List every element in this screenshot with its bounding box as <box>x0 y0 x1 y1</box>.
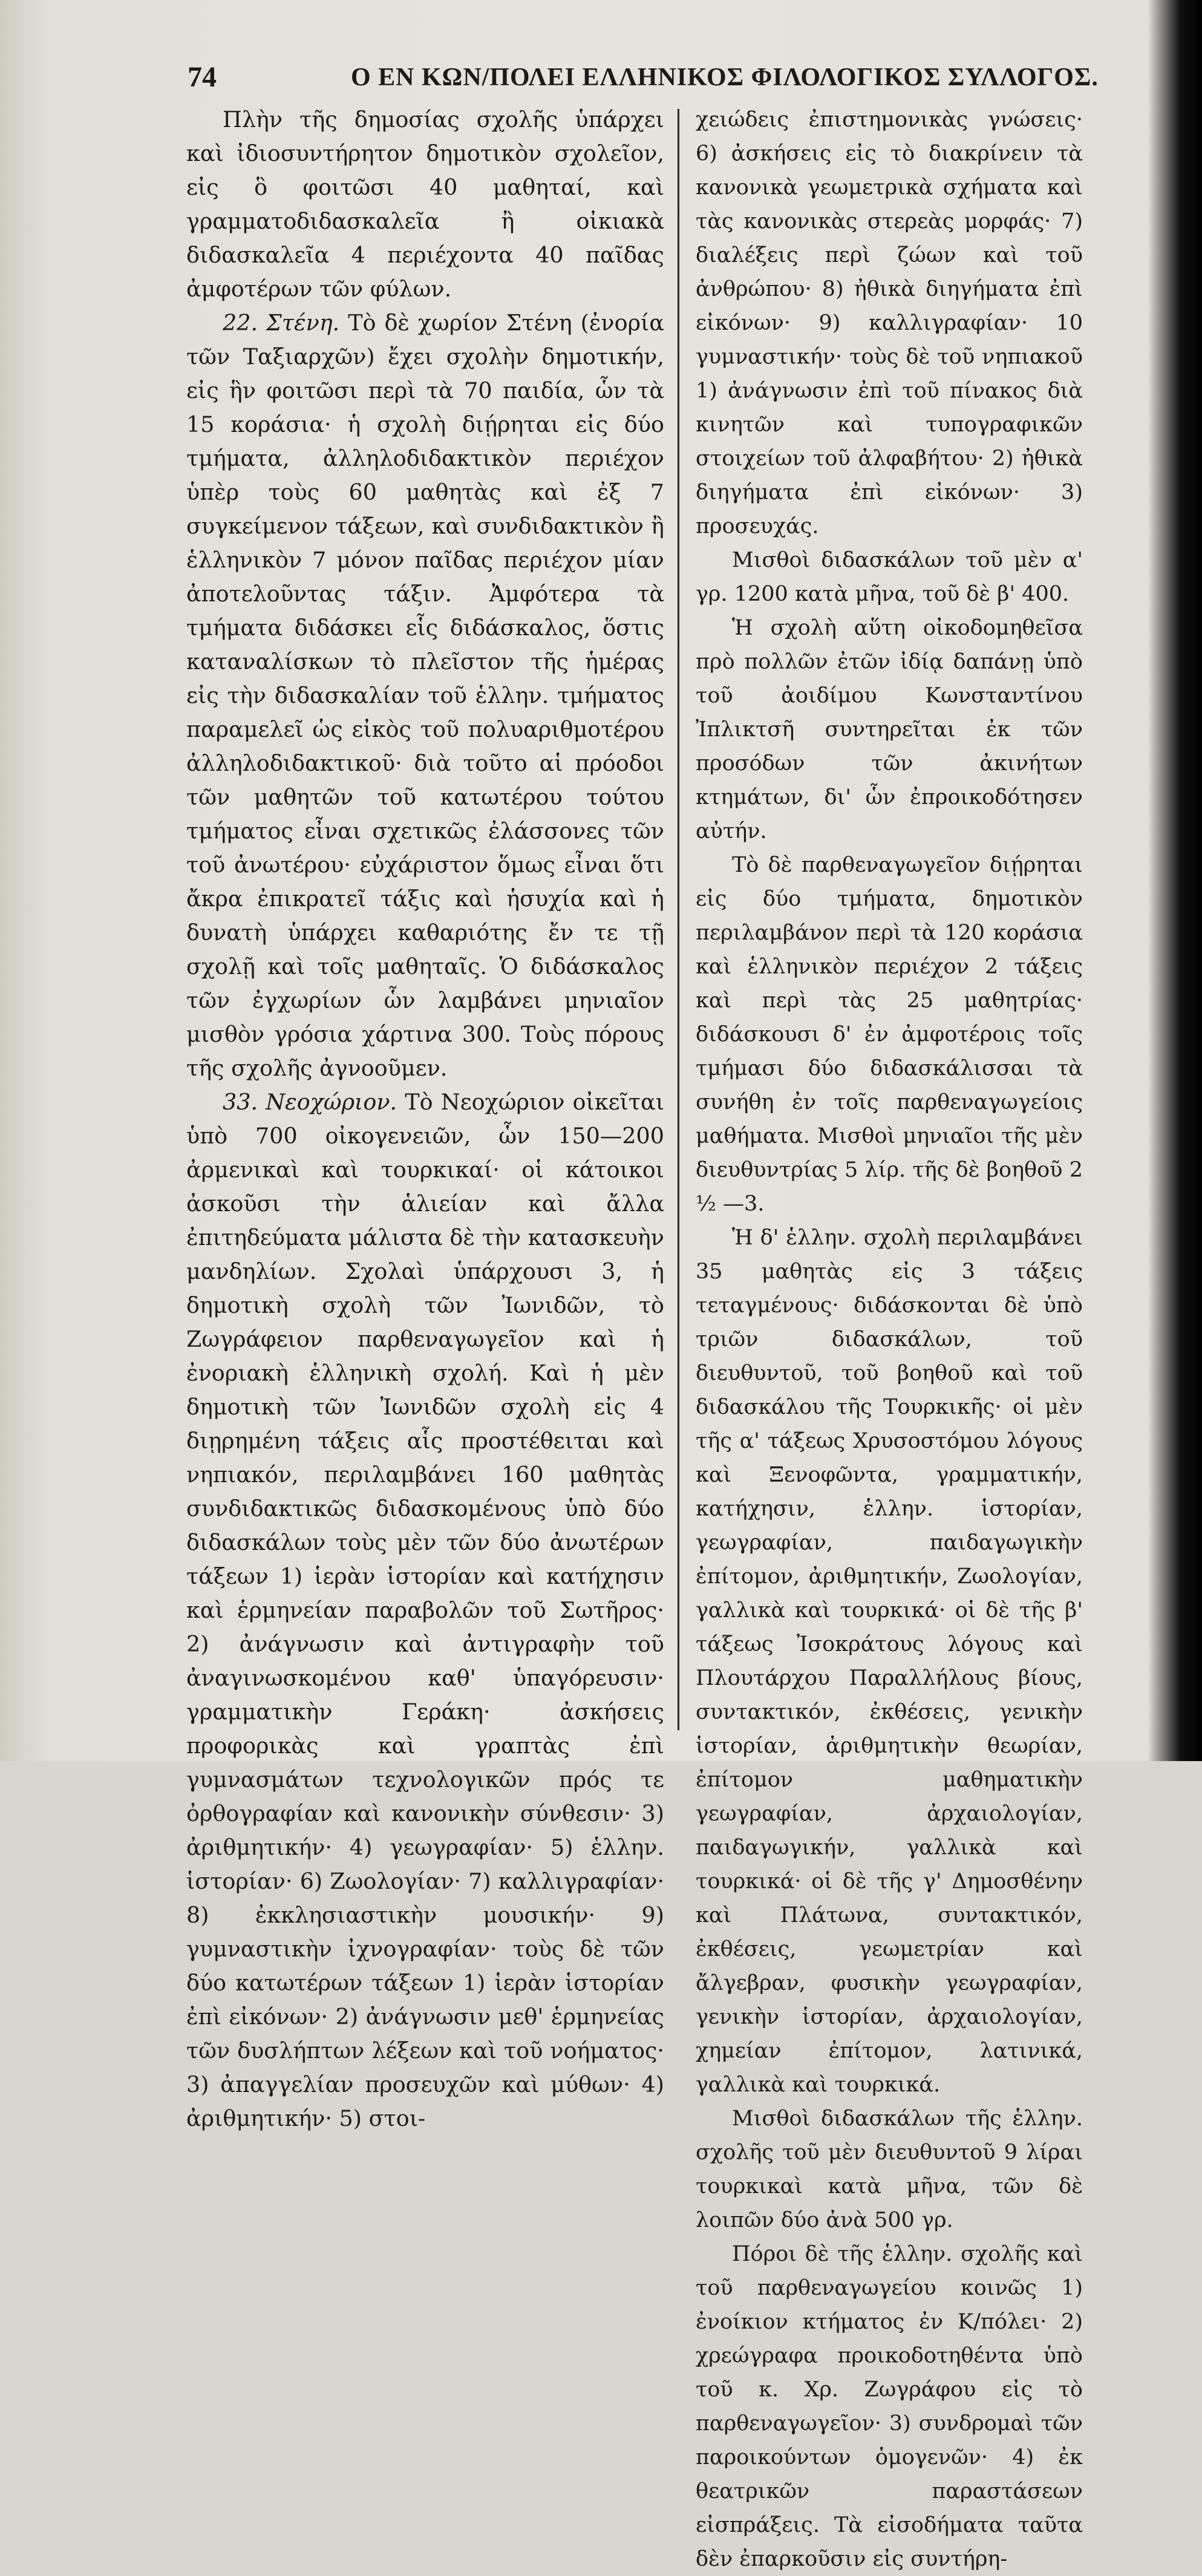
section-neochorion <box>186 1085 664 2136</box>
paragraph: χειώδεις ἐπιστημονικὰς γνώσεις· 6) ἀσκήσεις εἰς τὸ διακρίνειν τὰ κανονικὰ γεωμετρικὰ σχήματα καὶ τὰς κανονικὰς στερεὰς μορφάς· 7) διαλέξεις περὶ ζώων καὶ τοῦ ἀνθρώπου· 8) ἠθικὰ διηγήματα ἐπὶ εἰκόνων· 9) καλλιγραφίαν· 10 γυμναστικήν· τοὺς δὲ τοῦ νηπιακοῦ 1) ἀνάγνωσιν ἐπὶ τοῦ πίνακος διὰ κινητῶν καὶ τυπογραφικῶν στοιχείων τοῦ ἀλφαβήτου· 2) ἠθικὰ διηγήματα ἐπὶ εἰκόνων· 3) προσευχάς. <box>696 108 1083 538</box>
paragraph: Τὸ δὲ παρθεναγωγεῖον διῄρηται εἰς δύο τμήματα, δημοτικὸν περιλαμβάνον περὶ τὰ 120 κοράσια καὶ ἑλληνικὸν περιέχον 2 τάξεις καὶ περὶ τὰς 25 μαθητρίας· διδάσκουσι δ' ἐν ἀμφοτέροις τοῖς τμήμασι δύο διδασκάλισσαι τὰ συνήθη ἐν τοῖς παρθεναγωγείοις μαθήματα. Μισθοὶ μηνιαῖοι τῆς μὲν διευθυντρίας 5 λίρ. τῆς δὲ βοηθοῦ 2 ½ —3. <box>696 853 1083 1216</box>
section-number: 33. <box>223 1089 258 1115</box>
left-column <box>186 103 665 2131</box>
section-title: Νεοχώριον. <box>266 1089 397 1115</box>
paragraph: Πόροι δὲ τῆς ἑλλην. σχολῆς καὶ τοῦ παρθεναγωγείου κοινῶς 1) ἐνοίκιον κτήματος ἐν Κ/πόλει· 2) χρεώγραφα προικοδοτηθέντα ὑπὸ τοῦ κ. Χρ. Ζωγράφου εἰς τὸ παρθεναγωγεῖον· 3) συνδρομαὶ τῶν παροικούντων ὁμογενῶν· 4) ἐκ θεατρικῶν παραστάσεων εἰσπράξεις. Τὰ εἰσοδήματα ταῦτα δὲν ἐπαρκοῦσιν εἰς συντήρη- <box>696 2242 1083 2571</box>
paragraph: Μισθοὶ διδασκάλων τῆς ἑλλην. σχολῆς τοῦ μὲν διευθυντοῦ 9 λίραι τουρκικαὶ κατὰ μῆνα, τῶν δὲ λοιπῶν δύο ἀνὰ 500 γρ. <box>696 2107 1083 2232</box>
section-title: Στένη. <box>266 310 340 336</box>
running-title: Ο ΕΝ ΚΩΝ/ΠΟΛΕΙ ΕΛΛΗΝΙΚΟΣ ΦΙΛΟΛΟΓΙΚΟΣ ΣΥΛΛΟΓΟΣ. <box>351 64 1099 91</box>
section-stene <box>186 306 664 1085</box>
paragraph: Τὸ Νεοχώριον οἰκεῖται ὑπὸ 700 οἰκογενειῶν, ὧν 150—200 ἀρμενικαὶ καὶ τουρκικαί· οἱ κάτοικοι ἀσκοῦσι τὴν ἁλιείαν καὶ ἄλλα ἐπιτηδεύματα μάλιστα δὲ τὴν κατασκευὴν μανδηλίων. Σχολαὶ ὑπάρχουσι 3, ἡ δημοτικὴ σχολὴ τῶν Ἰωνιδῶν, τὸ Ζωγράφειον παρθεναγωγεῖον καὶ ἡ ἐνοριακὴ ἑλληνικὴ σχολή. Καὶ ἡ μὲν δημοτικὴ τῶν Ἰωνιδῶν σχολὴ εἰς 4 διῃρημένη τάξεις αἷς προστέθειται καὶ νηπιακόν, περιλαμβάνει 160 μαθητὰς συνδιδακτικῶς διδασκομένους ὑπὸ δύο διδασκάλων τοὺς μὲν τῶν δύο ἀνωτέρων τάξεων 1) ἱερὰν ἱστορίαν καὶ κατήχησιν καὶ ἑρμηνείαν παραβολῶν τοῦ Σωτῆρος· 2) ἀνάγνωσιν καὶ ἀντιγραφὴν τοῦ ἀναγινωσκομένου καθ' ὑπαγόρευσιν· γραμματικὴν Γεράκη· ἀσκήσεις προφορικὰς καὶ γραπτὰς ἐπὶ γυμνασμάτων τεχνολογικῶν πρός τε ὀρθογραφίαν καὶ κανονικὴν σύνθεσιν· 3) ἀριθμητικήν· 4) γεωγραφίαν· 5) ἑλλην. ἱστορίαν· 6) Ζωολογίαν· 7) καλλιγραφίαν· 8) ἐκκλησιαστικὴν μουσικήν· 9) γυμναστικὴν ἰχνογραφίαν· τοὺς δὲ τῶν δύο κατωτέρων τάξεων 1) ἱερὰν ἱστορίαν ἐπὶ εἰκόνων· 2) ἀνάγνωσιν μεθ' ἑρμηνείας τῶν δυσλήπτων λέξεων καὶ τοῦ νοήματος· 3) ἀπαγγελίαν προσευχῶν καὶ μύθων· 4) ἀριθμητικήν· 5) στοι- <box>186 1089 665 2131</box>
paragraph: Ἡ δ' ἑλλην. σχολὴ περιλαμβάνει 35 μαθητὰς εἰς 3 τάξεις τεταγμένους· διδάσκονται δὲ ὑπὸ τριῶν διδασκάλων, τοῦ διευθυντοῦ, τοῦ βοηθοῦ καὶ τοῦ διδασκάλου τῆς Τουρκικῆς· οἱ μὲν τῆς α' τάξεως Χρυσοστόμου λόγους καὶ Ξενοφῶντα, γραμματικήν, κατήχησιν, ἑλλην. ἱστορίαν, γεωγραφίαν, παιδαγωγικὴν ἐπίτομον, ἀριθμητικήν, Ζωολογίαν, γαλλικὰ καὶ τουρκικά· οἱ δὲ τῆς β' τάξεως Ἰσοκράτους λόγους καὶ Πλουτάρχου Παραλλήλους βίους, συντακτικόν, ἐκθέσεις, γενικὴν ἱστορίαν, ἀριθμητικὴν θεωρίαν, ἐπίτομον μαθηματικὴν γεωγραφίαν, ἀρχαιολογίαν, παιδαγωγικήν, γαλλικὰ καὶ τουρκικά· οἱ δὲ τῆς γ' Δημοσθένην καὶ Πλάτωνα, συντακτικόν, ἐκθέσεις, γεωμετρίαν καὶ ἄλγεβραν, φυσικὴν γεωγραφίαν, γενικὴν ἱστορίαν, ἀρχαιολογίαν, χημείαν ἐπίτομον, λατινικά, γαλλικὰ καὶ τουρκικά. <box>696 1226 1083 2097</box>
right-column <box>696 103 1083 2571</box>
paragraph: Τὸ δὲ χωρίον Στένη (ἐνορία τῶν Ταξιαρχῶν) ἔχει σχολὴν δημοτικήν, εἰς ἣν φοιτῶσι περὶ τὰ 70 παιδία, ὧν τὰ 15 κοράσια· ἡ σχολὴ διῄρηται εἰς δύο τμήματα, ἀλληλοδιδακτικὸν περιέχον ὑπὲρ τοὺς 60 μαθητὰς καὶ ἐξ 7 συγκείμενον τάξεων, καὶ συνδιδακτικὸν ἢ ἑλληνικὸν 7 μόνον παῖδας περιέχον μίαν ἀποτελοῦντας τάξιν. Ἀμφότερα τὰ τμήματα διδάσκει εἷς διδάσκαλος, ὅστις καταναλίσκων τὸ πλεῖστον τῆς ἡμέρας εἰς τὴν διδασκαλίαν τοῦ ἑλλην. τμήματος παραμελεῖ ὡς εἰκὸς τοῦ πολυαριθμοτέρου ἀλληλοδιδακτικοῦ· διὰ τοῦτο αἱ πρόοδοι τῶν μαθητῶν τοῦ κατωτέρου τούτου τμήματος εἶναι σχετικῶς ἐλάσσονες τῶν τοῦ ἀνωτέρου· εὐχάριστον ὅμως εἶναι ὅτι ἄκρα ἐπικρατεῖ τάξις καὶ ἡσυχία καὶ ἡ δυνατὴ ὑπάρχει καθαριότης ἔν τε τῇ σχολῇ καὶ τοῖς μαθηταῖς. Ὁ διδάσκαλος τῶν ἐγχωρίων ὧν λαμβάνει μηνιαῖον μισθὸν γρόσια χάρτινα 300. Τοὺς πόρους τῆς σχολῆς ἀγνοοῦμεν. <box>186 310 664 1081</box>
paragraph: Πλὴν τῆς δημοσίας σχολῆς ὑπάρχει καὶ ἰδιοσυντήρητον δημοτικὸν σχολεῖον, εἰς ὃ φοιτῶσι 40 μαθηταί, καὶ γραμματοδιδασκαλεῖα ἢ οἰκιακὰ διδασκαλεῖα 4 περιέχοντα 40 παῖδας ἀμφοτέρων τῶν φύλων. <box>186 106 664 302</box>
page-number: 74 <box>188 61 217 93</box>
section-number: 22. <box>223 310 258 336</box>
column-divider <box>678 109 679 1730</box>
paragraph: Ἡ σχολὴ αὕτη οἰκοδομηθεῖσα πρὸ πολλῶν ἐτῶν ἰδίᾳ δαπάνῃ ὑπὸ τοῦ ἀοιδίμου Κωνσταντίνου Ἰπλικτσῆ συντηρεῖται ἐκ τῶν προσόδων τῶν ἀκινήτων κτημάτων, δι' ὧν ἐπροικοδότησεν αὐτήν. <box>696 616 1083 843</box>
scan-edge-shadow <box>1148 0 1202 1761</box>
paragraph: Μισθοὶ διδασκάλων τοῦ μὲν α' γρ. 1200 κατὰ μῆνα, τοῦ δὲ β' 400. <box>696 548 1083 606</box>
page-header <box>188 60 1099 109</box>
